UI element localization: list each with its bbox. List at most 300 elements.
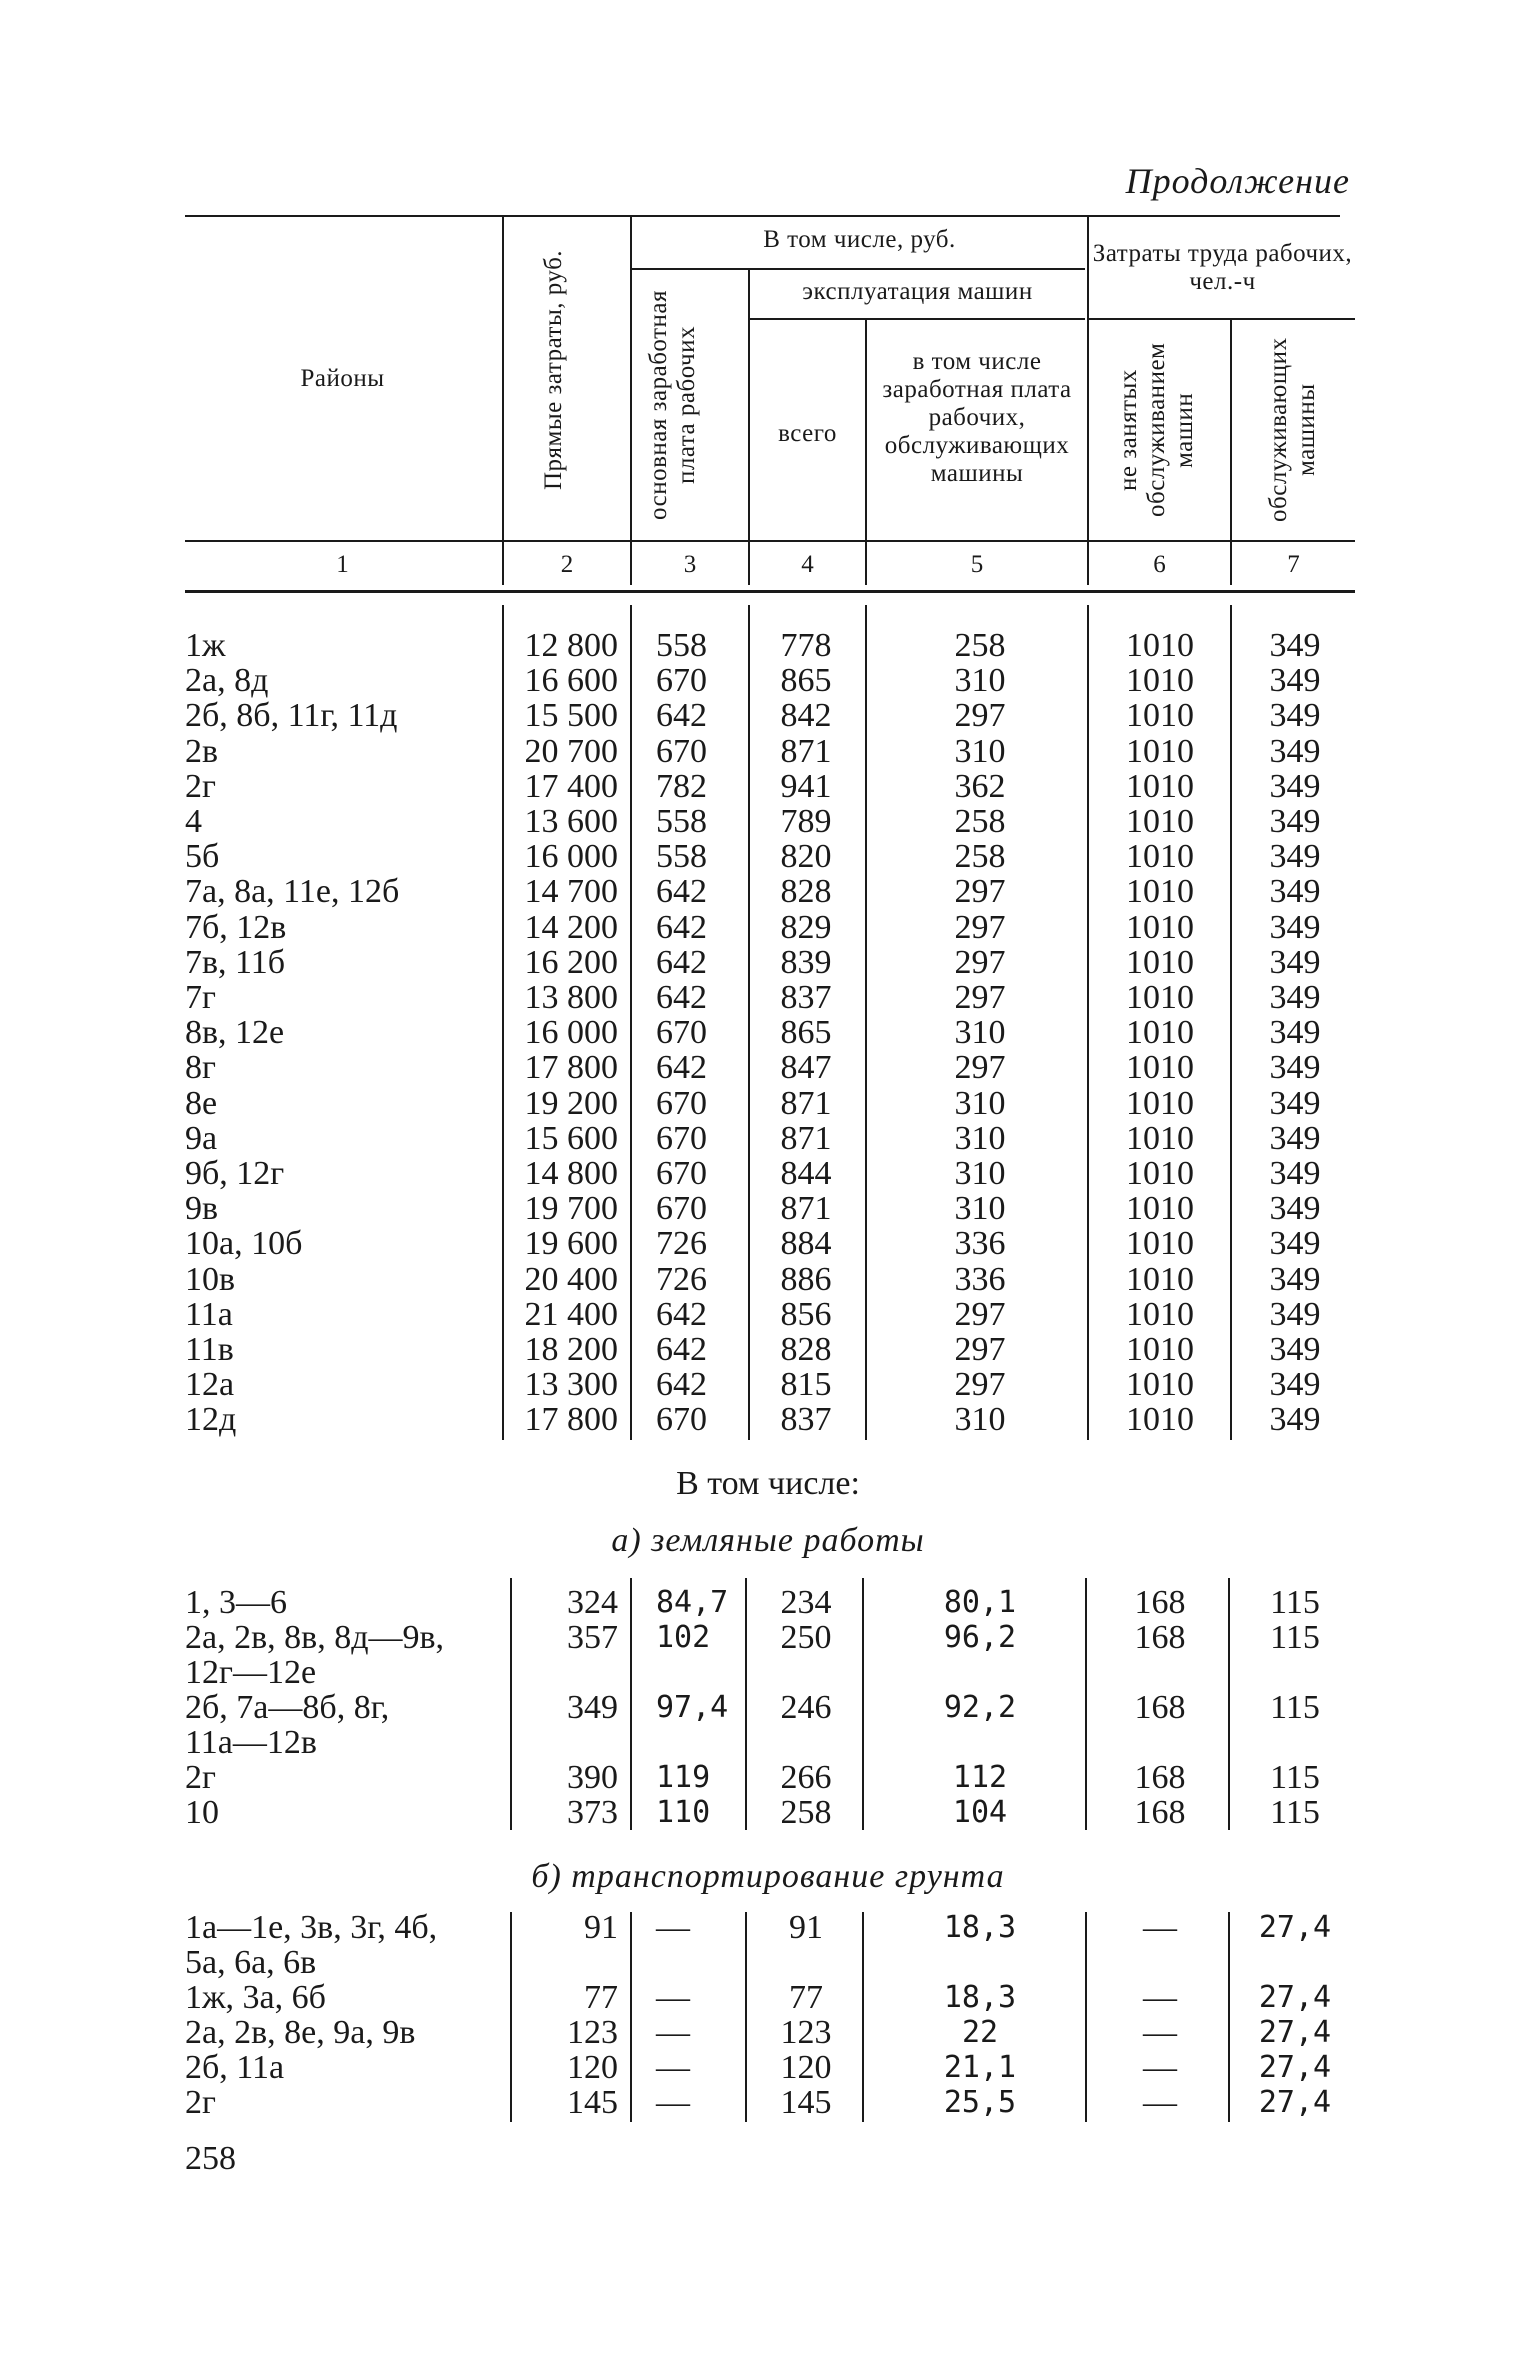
header-vline-5	[1087, 215, 1089, 585]
table-row	[0, 1121, 1536, 1156]
table-cell-col7: 349	[1269, 732, 1321, 770]
table-cell-col3: —	[656, 1979, 690, 2016]
section-a-title: а) земляные работы	[611, 1522, 925, 1559]
table-cell-col5: 310	[954, 1401, 1006, 1439]
table-cell-col1: 12д	[185, 1401, 237, 1439]
table-row	[0, 1156, 1536, 1191]
table-cell-col3: 642	[656, 979, 707, 1016]
table-cell-col2: 123	[567, 2014, 618, 2051]
col-number-4: 4	[801, 551, 814, 578]
table-cell-col3: 642	[656, 1049, 707, 1087]
table-cell-col2: 13 800	[524, 979, 618, 1016]
incl-group-rule	[630, 268, 1085, 270]
table-cell-col3: 110	[656, 1795, 711, 1830]
table-cell-col3: 670	[656, 1401, 707, 1439]
table-cell-col1: 2в	[185, 732, 219, 770]
header-group-incl: В том числе, руб.	[763, 226, 956, 253]
table-cell-col3: 642	[656, 1295, 707, 1333]
table-row	[0, 980, 1536, 1015]
table-cell-col6: 168	[1134, 1619, 1186, 1656]
table-cell-col4: 120	[780, 2049, 832, 2086]
table-cell-region: 2г	[185, 1759, 216, 1796]
table-cell-col6: —	[1143, 1979, 1177, 2016]
table-cell-col5: 310	[954, 732, 1006, 770]
col-number-7: 7	[1287, 551, 1300, 578]
table-row	[0, 1795, 1536, 1830]
table-cell-col3: 642	[656, 873, 707, 911]
table-row	[0, 1402, 1536, 1437]
table-cell-col1: 9а	[185, 1119, 218, 1157]
header-group-machines: эксплуатация машин	[802, 278, 1033, 305]
table-cell-col3: 642	[656, 697, 707, 735]
machines-group-rule	[748, 318, 1085, 320]
header-col-machines: обслуживающих машины	[1265, 337, 1320, 523]
table-cell-col7: 115	[1270, 1584, 1320, 1621]
table-cell-col5: 336	[954, 1225, 1006, 1263]
col-number-3: 3	[683, 551, 697, 578]
table-cell-col5: 297	[954, 697, 1006, 735]
table-cell-col3: 642	[656, 908, 707, 946]
table-cell-col4: 844	[780, 1155, 832, 1192]
table-cell-region: 2б, 7а—8б, 8г,	[185, 1689, 390, 1726]
table-cell-col2: 15 600	[524, 1119, 618, 1157]
table-cell-col6: 1010	[1126, 803, 1194, 840]
table-cell-col4: 778	[780, 627, 832, 664]
page-number: 258	[185, 2140, 236, 2177]
table-row-continuation	[0, 1725, 1536, 1760]
table-cell-col1: 7в, 11б	[185, 943, 286, 981]
table-cell-col6: 1010	[1126, 1190, 1194, 1228]
continuation-label: Продолжение	[1125, 161, 1350, 201]
table-cell-col6: —	[1143, 2084, 1177, 2121]
table-cell-col7: 349	[1269, 979, 1321, 1016]
table-cell-col3: —	[656, 2084, 690, 2121]
table-cell-col3: 782	[656, 767, 707, 805]
table-row	[0, 1760, 1536, 1795]
table-cell-col3: —	[656, 2014, 690, 2051]
table-cell-col2: 17 800	[524, 1401, 618, 1439]
table-cell-col2: 17 400	[524, 767, 618, 805]
table-cell-col3: 102	[656, 1620, 711, 1655]
table-cell-col4: 837	[780, 1401, 832, 1439]
table-row	[0, 698, 1536, 733]
table-cell-col5: 297	[954, 943, 1006, 981]
col-number-2: 2	[560, 551, 574, 578]
table-row	[0, 1332, 1536, 1367]
table-row	[0, 1367, 1536, 1402]
table-cell-col7: 349	[1269, 803, 1321, 840]
table-cell-col2: 19 200	[524, 1084, 618, 1122]
header-col-machine-wage: в том числе заработная плата рабочих, обслуживающих машины	[882, 348, 1072, 487]
table-cell-col1: 7б, 12в	[185, 908, 287, 946]
table-cell-col5: 258	[954, 838, 1006, 876]
table-cell-col5: 25,5	[943, 2085, 1017, 2120]
table-cell-col2: 14 200	[524, 908, 618, 946]
table-cell-col3: 642	[656, 1366, 707, 1404]
table-row	[0, 1262, 1536, 1297]
table-cell-col2: 14 800	[524, 1155, 618, 1192]
table-cell-col2: 13 600	[524, 803, 618, 840]
table-row	[0, 1980, 1536, 2015]
table-row	[0, 804, 1536, 839]
table-cell-col1: 11в	[185, 1331, 234, 1368]
table-row	[0, 1191, 1536, 1226]
header-vline-6	[1230, 320, 1232, 585]
table-cell-col1: 9в	[185, 1190, 219, 1228]
numbers-bottom-rule	[185, 590, 1355, 593]
table-cell-col2: 14 700	[524, 873, 618, 911]
table-row	[0, 628, 1536, 663]
table-cell-col7: 349	[1269, 1225, 1321, 1263]
table-cell-col1: 2г	[185, 767, 216, 805]
table-row	[0, 1015, 1536, 1050]
table-cell-col6: —	[1143, 1909, 1177, 1946]
table-cell-col4: 871	[780, 1190, 832, 1228]
table-cell-col6: 1010	[1126, 838, 1194, 876]
table-cell-col4: 837	[780, 979, 832, 1016]
table-cell-col6: 168	[1134, 1584, 1186, 1621]
table-cell-col5: 310	[954, 1190, 1006, 1228]
header-vline-1	[502, 215, 504, 585]
table-row	[0, 663, 1536, 698]
table-cell-col5: 297	[954, 1331, 1006, 1368]
table-cell-col2: 16 600	[524, 662, 618, 700]
table-cell-col5: 310	[954, 1155, 1006, 1192]
table-cell-region: 2б, 11а	[185, 2049, 285, 2086]
table-cell-col5: 80,1	[943, 1585, 1017, 1620]
table-cell-col5: 297	[954, 1295, 1006, 1333]
table-cell-region: 1а—1е, 3в, 3г, 4б,	[185, 1909, 438, 1946]
table-cell-col7: 349	[1269, 1084, 1321, 1122]
table-cell-col3: —	[656, 1909, 690, 1946]
table-cell-col5: 297	[954, 873, 1006, 911]
table-cell-col7: 27,4	[1258, 1980, 1332, 2015]
table-cell-col4: 789	[780, 803, 832, 840]
table-cell-col5: 297	[954, 908, 1006, 946]
table-row	[0, 2015, 1536, 2050]
table-cell-col3: 726	[656, 1225, 707, 1263]
section-b-title: б) транспортирование грунта	[531, 1858, 1005, 1895]
table-cell-col3: 558	[656, 838, 707, 876]
table-cell-col4: 829	[780, 908, 832, 946]
header-col-not-machines: не занятых обслуживанием машин	[1115, 342, 1198, 518]
table-row	[0, 2085, 1536, 2120]
table-cell-col2: 19 700	[524, 1190, 618, 1228]
table-cell-col6: 1010	[1126, 1014, 1194, 1052]
table-row	[0, 910, 1536, 945]
table-cell-col3: 84,7	[656, 1585, 729, 1620]
table-cell-col1: 1ж	[185, 627, 226, 664]
table-cell-col4: 865	[780, 662, 832, 700]
table-cell-col6: 1010	[1126, 1401, 1194, 1439]
table-row	[0, 734, 1536, 769]
table-cell-col1: 7а, 8а, 11е, 12б	[185, 873, 400, 911]
header-col-regions: Районы	[300, 365, 385, 392]
table-cell-col6: —	[1143, 2049, 1177, 2086]
table-cell-col7: 349	[1269, 697, 1321, 735]
table-cell-col1: 8е	[185, 1084, 218, 1122]
table-cell-col6: 1010	[1126, 767, 1194, 805]
table-cell-col7: 349	[1269, 838, 1321, 876]
table-cell-col6: 168	[1134, 1759, 1186, 1796]
table-cell-col4: 865	[780, 1014, 832, 1052]
table-row-continuation	[0, 1655, 1536, 1690]
table-cell-col6: 1010	[1126, 627, 1194, 664]
table-cell-region: 2г	[185, 2084, 216, 2121]
table-cell-col4: 871	[780, 732, 832, 770]
table-row	[0, 2050, 1536, 2085]
table-cell-col4: 820	[780, 838, 832, 876]
table-cell-col2: 120	[567, 2049, 618, 2086]
table-cell-col4: 145	[780, 2084, 832, 2121]
table-cell-col3: 670	[656, 732, 707, 770]
table-cell-col5: 336	[954, 1260, 1006, 1298]
table-cell-col4: 258	[780, 1794, 832, 1831]
header-bottom-rule	[185, 540, 1355, 542]
table-cell-col2: 18 200	[524, 1331, 618, 1368]
table-cell-col7: 349	[1269, 1119, 1321, 1157]
table-cell-col3: 670	[656, 1190, 707, 1228]
table-cell-col4: 839	[780, 943, 832, 981]
table-cell-col2: 20 700	[524, 732, 618, 770]
table-cell-col4: 856	[780, 1295, 832, 1333]
table-cell-col3: 642	[656, 943, 707, 981]
table-cell-col2: 91	[584, 1909, 618, 1946]
table-cell-col3: 726	[656, 1260, 707, 1298]
table-cell-col6: 1010	[1126, 908, 1194, 946]
table-cell-col7: 27,4	[1258, 2015, 1332, 2050]
table-cell-col4: 871	[780, 1119, 832, 1157]
table-cell-col6: 1010	[1126, 943, 1194, 981]
table-cell-col7: 349	[1269, 627, 1321, 664]
table-row	[0, 1690, 1536, 1725]
table-cell-col6: 1010	[1126, 1155, 1194, 1192]
table-cell-col1: 11а	[185, 1295, 233, 1333]
table-cell-col7: 349	[1269, 1295, 1321, 1333]
table-row	[0, 945, 1536, 980]
table-cell-col6: 168	[1134, 1689, 1186, 1726]
table-cell-col5: 258	[954, 803, 1006, 840]
table-cell-col5: 96,2	[943, 1620, 1017, 1655]
table-cell-col4: 884	[780, 1225, 832, 1263]
table-cell-region: 2а, 2в, 8в, 8д—9в,	[185, 1619, 445, 1656]
table-cell-col1: 4	[185, 803, 202, 840]
table-cell-col4: 828	[780, 873, 832, 911]
table-cell-col3: 670	[656, 662, 707, 700]
table-cell-col5: 297	[954, 1049, 1006, 1087]
table-cell-col1: 10а, 10б	[185, 1225, 303, 1263]
table-cell-col6: 1010	[1126, 1260, 1194, 1298]
table-cell-col4: 266	[780, 1759, 832, 1796]
table-cell-col1: 2а, 8д	[185, 662, 269, 700]
table-cell-col7: 115	[1270, 1759, 1320, 1796]
table-cell-region-continued: 12г—12е	[185, 1654, 317, 1691]
table-cell-col6: 1010	[1126, 1119, 1194, 1157]
table-cell-col7: 349	[1269, 1155, 1321, 1192]
table-cell-col3: 670	[656, 1014, 707, 1052]
table-cell-col7: 115	[1270, 1794, 1320, 1831]
table-cell-col7: 115	[1270, 1689, 1320, 1726]
table-cell-col7: 27,4	[1258, 2050, 1332, 2085]
table-cell-col2: 21 400	[524, 1295, 618, 1333]
table-cell-col5: 310	[954, 1119, 1006, 1157]
table-cell-col6: —	[1143, 2014, 1177, 2051]
table-cell-col5: 22	[961, 2015, 999, 2050]
table-cell-col7: 349	[1269, 662, 1321, 700]
table-row	[0, 1050, 1536, 1085]
header-col-total: всего	[778, 420, 837, 447]
table-cell-col6: 1010	[1126, 732, 1194, 770]
table-row	[0, 874, 1536, 909]
table-cell-col4: 234	[780, 1584, 832, 1621]
table-cell-col1: 7г	[185, 979, 216, 1016]
table-row	[0, 1226, 1536, 1261]
table-cell-col7: 27,4	[1258, 2085, 1332, 2120]
table-cell-col1: 8г	[185, 1049, 216, 1087]
table-cell-col5: 18,3	[943, 1980, 1017, 2015]
table-cell-col6: 1010	[1126, 1295, 1194, 1333]
header-vline-4	[865, 320, 867, 585]
table-cell-col6: 1010	[1126, 979, 1194, 1016]
table-cell-col5: 297	[954, 1366, 1006, 1404]
table-cell-col1: 2б, 8б, 11г, 11д	[185, 697, 398, 735]
table-row	[0, 1086, 1536, 1121]
table-cell-col3: —	[656, 2049, 690, 2086]
table-cell-col1: 5б	[185, 838, 220, 876]
table-cell-col5: 258	[954, 627, 1006, 664]
table-cell-col2: 19 600	[524, 1225, 618, 1263]
table-cell-col3: 670	[656, 1155, 707, 1192]
table-cell-col4: 828	[780, 1331, 832, 1368]
table-cell-col7: 349	[1269, 1331, 1321, 1368]
table-cell-col1: 12а	[185, 1366, 235, 1404]
table-row	[0, 1585, 1536, 1620]
table-row	[0, 1297, 1536, 1332]
table-cell-col5: 310	[954, 662, 1006, 700]
table-cell-col2: 145	[567, 2084, 618, 2121]
labor-group-rule	[1087, 318, 1355, 320]
table-cell-col2: 16 000	[524, 838, 618, 876]
table-cell-col6: 1010	[1126, 873, 1194, 911]
table-cell-region: 10	[185, 1794, 219, 1831]
table-row	[0, 1910, 1536, 1945]
table-cell-col2: 324	[567, 1584, 618, 1621]
table-cell-col2: 77	[584, 1979, 618, 2016]
table-cell-col7: 349	[1269, 1190, 1321, 1228]
header-col-base-wage: основная заработная плата рабочих	[645, 290, 700, 520]
table-cell-col7: 349	[1269, 767, 1321, 805]
table-row	[0, 1620, 1536, 1655]
table-cell-region: 1, 3—6	[185, 1584, 287, 1621]
table-cell-col2: 390	[567, 1759, 618, 1796]
table-cell-col3: 558	[656, 627, 707, 664]
col-number-6: 6	[1153, 551, 1166, 578]
table-cell-col5: 92,2	[943, 1690, 1017, 1725]
table-cell-col7: 349	[1269, 1401, 1321, 1439]
table-cell-col1: 9б, 12г	[185, 1155, 285, 1192]
table-cell-col2: 12 800	[524, 627, 618, 664]
table-cell-col7: 27,4	[1258, 1910, 1332, 1945]
table-cell-col2: 16 000	[524, 1014, 618, 1052]
table-cell-col2: 16 200	[524, 943, 618, 981]
table-cell-col7: 349	[1269, 1014, 1321, 1052]
table-cell-col5: 310	[954, 1084, 1006, 1122]
table-cell-col6: 168	[1134, 1794, 1186, 1831]
table-cell-col4: 123	[780, 2014, 832, 2051]
table-cell-col4: 77	[789, 1979, 823, 2016]
header-group-labor: Затраты труда рабочих, чел.-ч	[1092, 240, 1353, 295]
table-cell-col3: 119	[656, 1760, 711, 1795]
table-cell-col2: 20 400	[524, 1260, 618, 1298]
table-cell-col7: 349	[1269, 943, 1321, 981]
table-cell-region-continued: 11а—12в	[185, 1724, 317, 1761]
table-cell-col6: 1010	[1126, 1049, 1194, 1087]
table-cell-col7: 115	[1270, 1619, 1320, 1656]
table-cell-col7: 349	[1269, 873, 1321, 911]
table-cell-col4: 871	[780, 1084, 832, 1122]
table-cell-col5: 297	[954, 979, 1006, 1016]
table-cell-col4: 91	[789, 1909, 823, 1946]
table-row	[0, 769, 1536, 804]
table-cell-col7: 349	[1269, 1366, 1321, 1404]
table-cell-col3: 97,4	[656, 1690, 729, 1725]
table-cell-col6: 1010	[1126, 1225, 1194, 1263]
table-cell-col6: 1010	[1126, 662, 1194, 700]
table-row	[0, 839, 1536, 874]
table-cell-col4: 886	[780, 1260, 832, 1298]
table-cell-region: 2а, 2в, 8е, 9а, 9в	[185, 2014, 416, 2051]
table-cell-col5: 362	[954, 767, 1006, 805]
table-cell-col6: 1010	[1126, 697, 1194, 735]
header-vline-2	[630, 215, 632, 585]
table-cell-col4: 246	[780, 1689, 832, 1726]
table-cell-col6: 1010	[1126, 1084, 1194, 1122]
table-cell-col2: 349	[567, 1689, 618, 1726]
table-cell-col7: 349	[1269, 1260, 1321, 1298]
table-cell-col2: 13 300	[524, 1366, 618, 1404]
table-cell-col7: 349	[1269, 908, 1321, 946]
table-cell-region-continued: 5а, 6а, 6в	[185, 1944, 317, 1981]
table-cell-col6: 1010	[1126, 1331, 1194, 1368]
table-row-continuation	[0, 1945, 1536, 1980]
table-cell-col6: 1010	[1126, 1366, 1194, 1404]
table-cell-col3: 670	[656, 1119, 707, 1157]
table-cell-col5: 112	[952, 1760, 1008, 1795]
table-cell-col3: 558	[656, 803, 707, 840]
table-cell-col3: 642	[656, 1331, 707, 1368]
table-cell-col2: 357	[567, 1619, 618, 1656]
in-that-number-label: В том числе:	[676, 1465, 860, 1502]
col-number-5: 5	[970, 551, 984, 578]
table-cell-col2: 373	[567, 1794, 618, 1831]
header-col-direct-costs: Прямые затраты, руб.	[540, 249, 567, 491]
table-cell-col2: 17 800	[524, 1049, 618, 1087]
table-cell-region: 1ж, 3а, 6б	[185, 1979, 326, 2016]
table-cell-col4: 941	[780, 767, 832, 805]
table-cell-col4: 842	[780, 697, 832, 735]
header-top-rule	[185, 215, 1340, 217]
table-cell-col1: 8в, 12е	[185, 1014, 285, 1052]
table-cell-col5: 310	[954, 1014, 1006, 1052]
table-cell-col5: 104	[952, 1795, 1008, 1830]
table-cell-col5: 18,3	[943, 1910, 1017, 1945]
table-cell-col4: 815	[780, 1366, 832, 1404]
table-cell-col4: 250	[780, 1619, 832, 1656]
col-number-1: 1	[336, 551, 349, 578]
table-cell-col1: 10в	[185, 1260, 236, 1298]
table-cell-col7: 349	[1269, 1049, 1321, 1087]
table-cell-col3: 670	[656, 1084, 707, 1122]
